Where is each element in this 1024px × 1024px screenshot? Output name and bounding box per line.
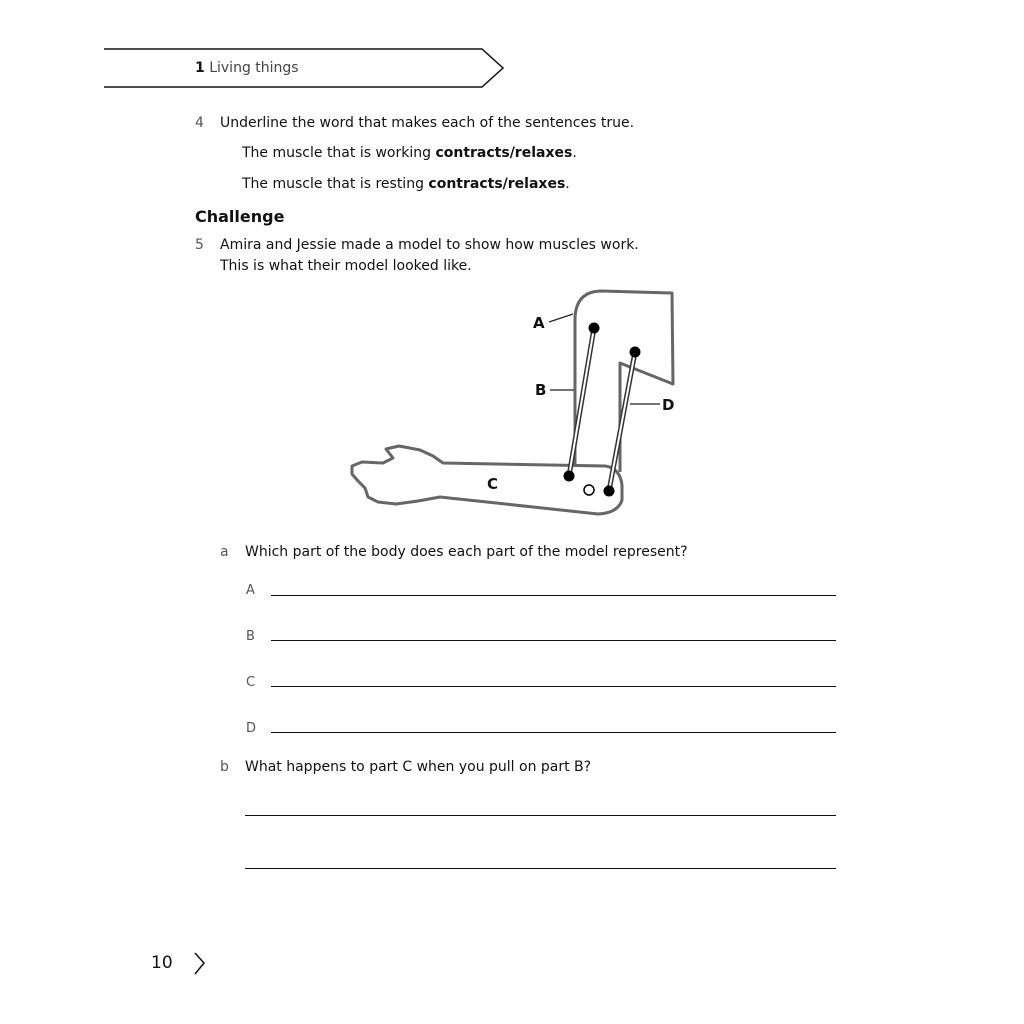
word-choice[interactable]: contracts/relaxes <box>428 176 566 192</box>
question-5-number: 5 <box>195 237 204 253</box>
part-b-letter: b <box>220 759 229 775</box>
question-5-line-1: Amira and Jessie made a model to show how muscles work. <box>220 237 639 253</box>
sentence-text: The muscle that is working <box>242 145 436 161</box>
answer-label-b: B <box>246 629 255 644</box>
diagram-label-a: A <box>533 314 545 332</box>
chapter-number: 1 <box>195 60 205 76</box>
answer-label-a: A <box>246 583 255 598</box>
sentence-text: The muscle that is resting <box>242 176 429 192</box>
chapter-title: Living things <box>209 60 299 76</box>
sentence-end: . <box>565 176 570 192</box>
question-5-line-2: This is what their model looked like. <box>220 258 472 274</box>
part-a-prompt: Which part of the body does each part of the model represent? <box>245 544 688 560</box>
answer-label-d: D <box>246 721 257 736</box>
word-choice[interactable]: contracts/relaxes <box>435 145 573 161</box>
question-4-number: 4 <box>195 115 204 131</box>
sentence-end: . <box>572 145 577 161</box>
diagram-label-d: D <box>662 396 675 414</box>
question-4-prompt: Underline the word that makes each of the sentences true. <box>220 115 635 131</box>
answer-label-c: C <box>246 675 256 690</box>
page-number: 10 <box>151 953 173 973</box>
part-a-letter: a <box>220 544 229 560</box>
part-b-prompt: What happens to part C when you pull on part B? <box>245 759 592 775</box>
challenge-heading: Challenge <box>195 207 285 226</box>
diagram-label-c: C <box>487 475 499 493</box>
diagram-label-b: B <box>535 381 547 399</box>
